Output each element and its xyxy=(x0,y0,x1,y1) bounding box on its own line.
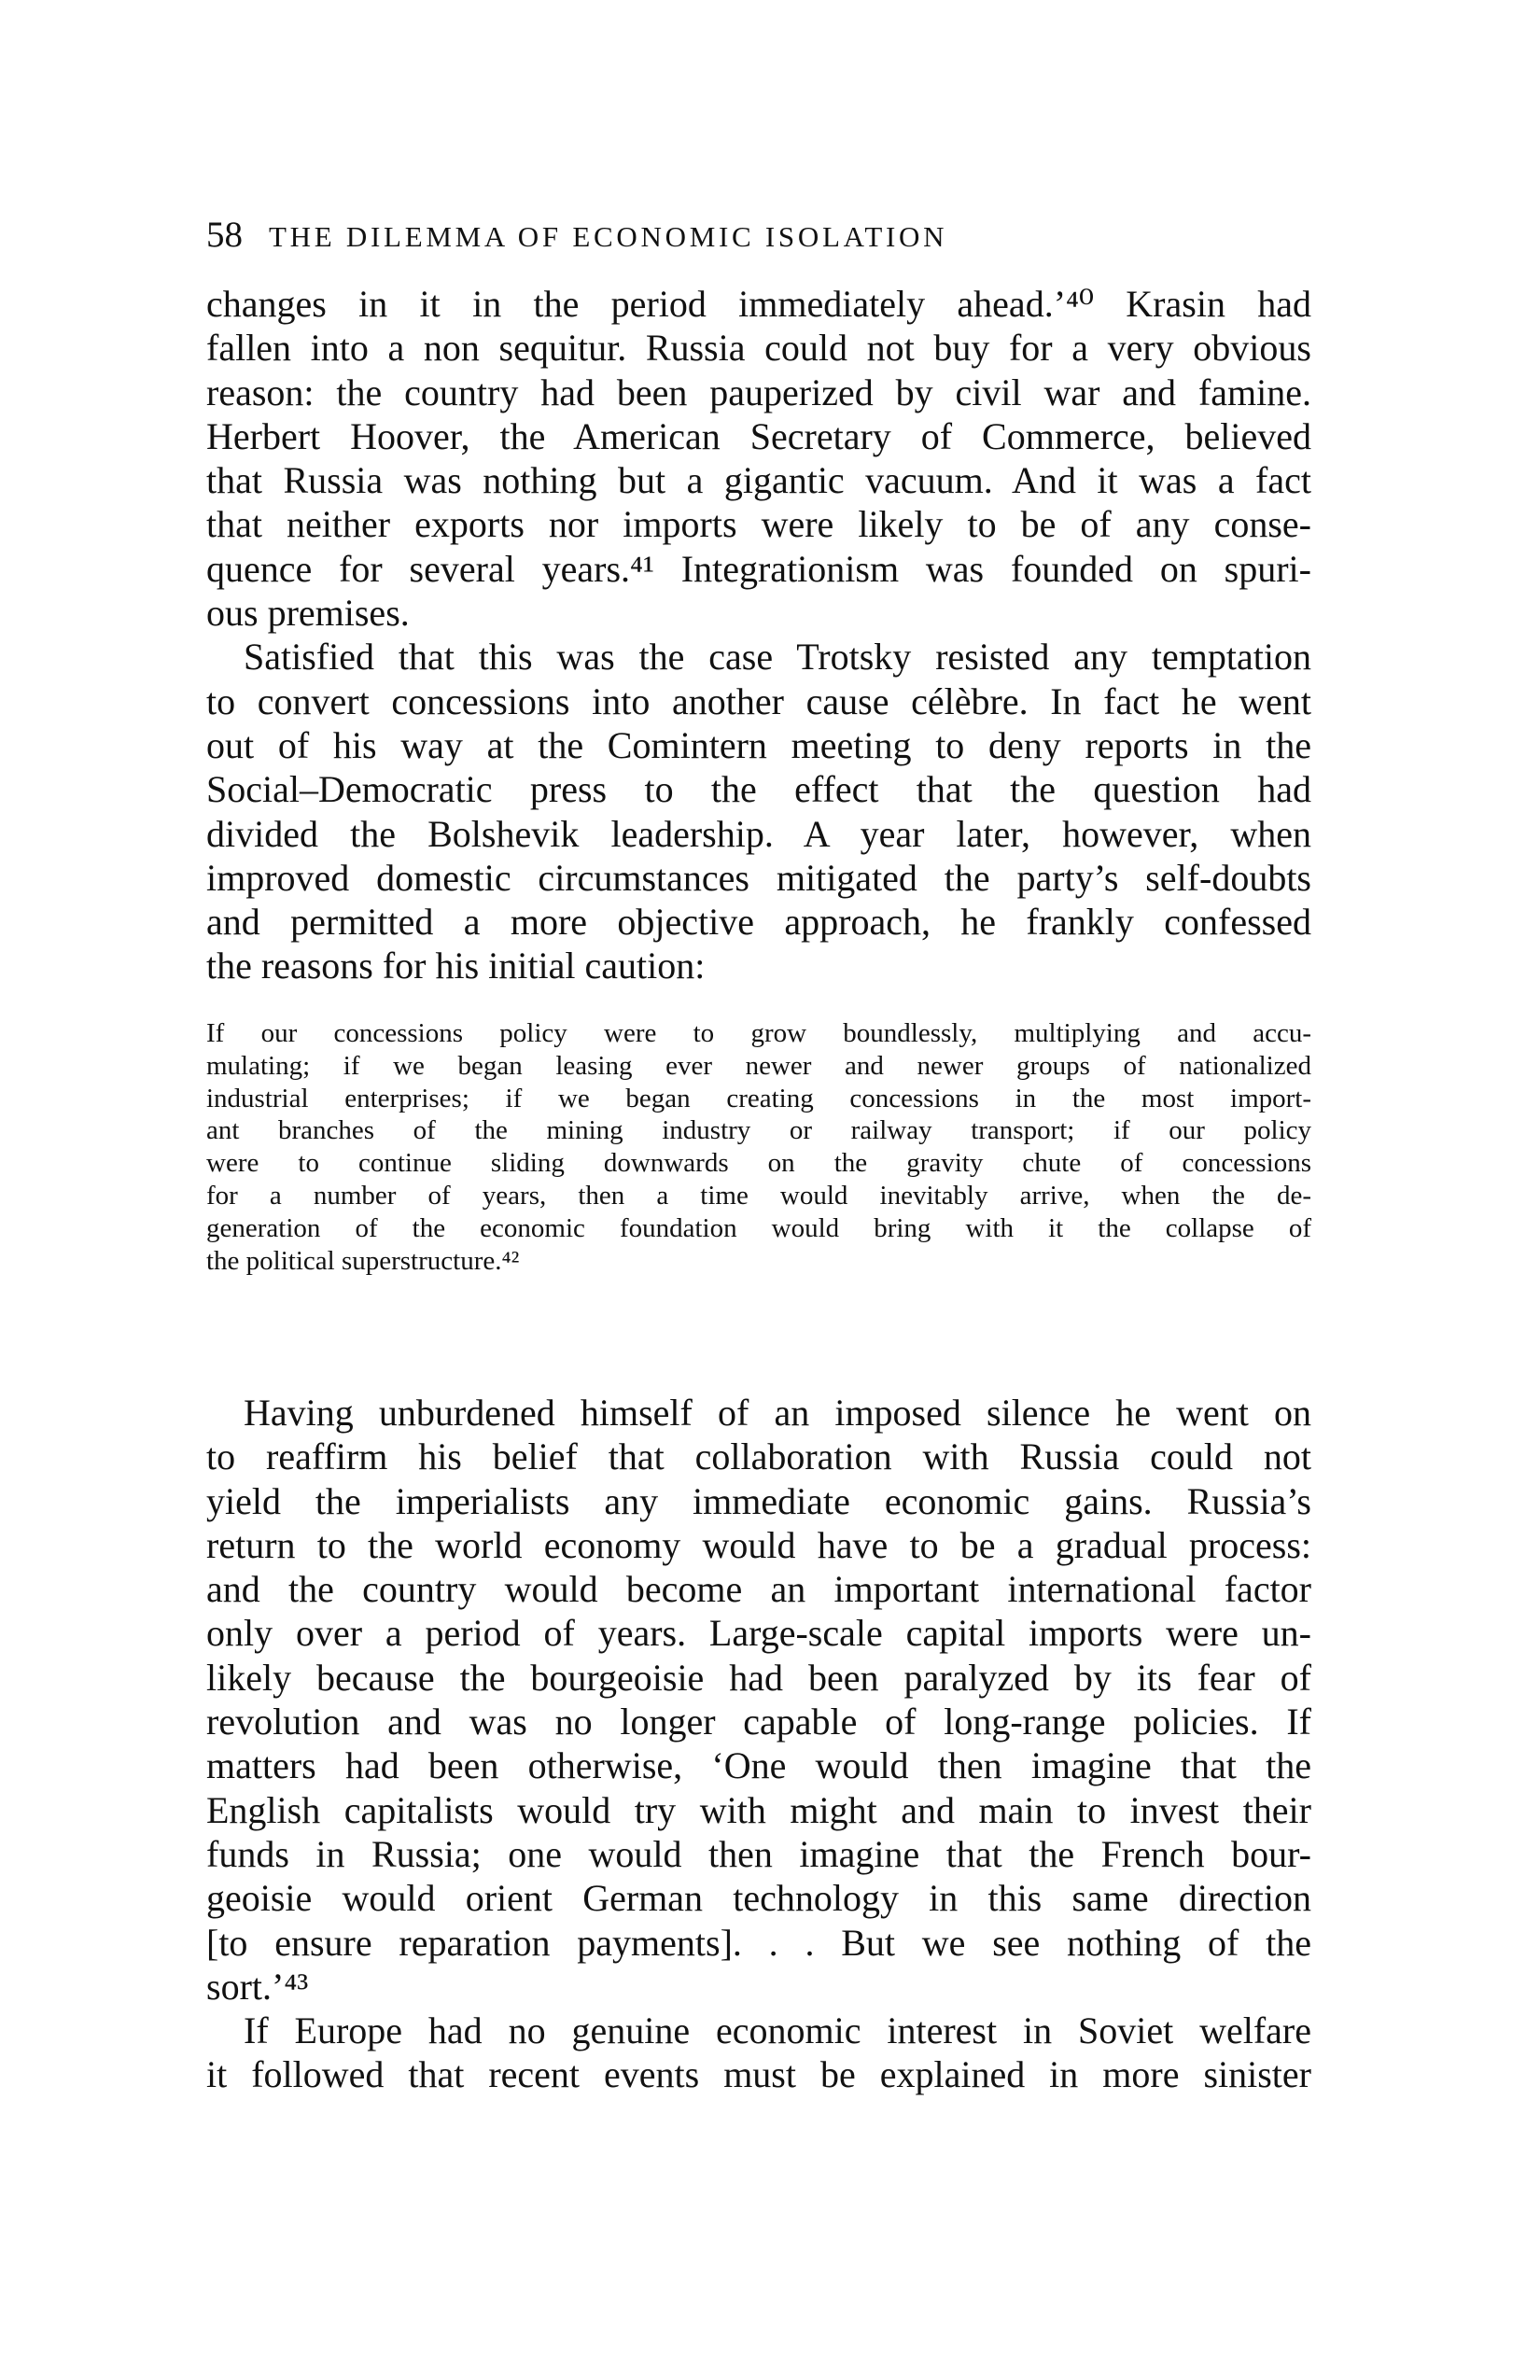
text-line: out of his way at the Comintern meeting to deny reports in the xyxy=(206,723,1311,766)
lower-body-text xyxy=(206,1391,1311,2097)
page-number: 58 xyxy=(206,215,243,255)
text-line: Social–Democratic press to the effect that the question had xyxy=(206,768,1311,811)
text-line: geoisie would orient German technology in this same direction xyxy=(206,1877,1311,1920)
text-line: revolution and was no longer capable of long-range policies. If xyxy=(206,1701,1311,1743)
text-line: changes in it in the period immediately ahead.’⁴⁰ Krasin had xyxy=(206,283,1311,325)
text-line: that neither exports nor imports were likely to be of any conse- xyxy=(206,503,1311,546)
text-line: to convert concessions into another cause célèbre. In fact he went xyxy=(206,679,1311,722)
text-line: return to the world economy would have to be a gradual process: xyxy=(206,1523,1311,1566)
quote-line: the political superstructure.⁴² xyxy=(206,1245,520,1276)
upper-body-text xyxy=(206,282,1311,988)
text-line: funds in Russia; one would then imagine that the French bour- xyxy=(206,1832,1311,1875)
paragraph-1 xyxy=(206,282,1311,635)
quote-line: If our concessions policy were to grow boundlessly, multiplying and accu- xyxy=(206,1018,1311,1048)
text-line: it followed that recent events must be explained in more sinister xyxy=(206,2053,1311,2096)
text-line: Satisfied that this was the case Trotsky resisted any temptation xyxy=(244,636,1311,679)
running-head xyxy=(206,217,1311,256)
text-line: Having unburdened himself of an imposed silence he went on xyxy=(244,1392,1311,1434)
paragraph-3 xyxy=(206,1391,1311,2009)
quote-line: industrial enterprises; if we began creating concessions in the most import- xyxy=(206,1083,1311,1113)
quote-line: mulating; if we began leasing ever newer and newer groups of nationalized xyxy=(206,1050,1311,1081)
text-line: likely because the bourgeoisie had been paralyzed by its fear of xyxy=(206,1656,1311,1699)
quote-line: ant branches of the mining industry or railway transport; if our policy xyxy=(206,1115,1311,1146)
text-line: Herbert Hoover, the American Secretary of Commerce, believed xyxy=(206,414,1311,457)
text-line: and the country would become an important international factor xyxy=(206,1568,1311,1611)
text-line: English capitalists would try with might and main to invest their xyxy=(206,1788,1311,1831)
text-line: quence for several years.⁴¹ Integrationism was founded on spuri- xyxy=(206,547,1311,590)
block-quote xyxy=(206,1017,1311,1277)
text-line: If Europe had no genuine economic interest in Soviet welfare xyxy=(244,2009,1311,2052)
text-line: divided the Bolshevik leadership. A year later, however, when xyxy=(206,812,1311,855)
paragraph-2 xyxy=(206,635,1311,987)
text-line: only over a period of years. Large-scale capital imports were un- xyxy=(206,1612,1311,1655)
text-line: that Russia was nothing but a gigantic vacuum. And it was a fact xyxy=(206,459,1311,502)
text-line: [to ensure reparation payments]. . . But we see nothing of the xyxy=(206,1921,1311,1964)
text-line: and permitted a more objective approach, he frankly confessed xyxy=(206,901,1311,944)
paragraph-4 xyxy=(206,2009,1311,2097)
text-line: matters had been otherwise, ‘One would then imagine that the xyxy=(206,1744,1311,1787)
quote-line: generation of the economic foundation would bring with it the collapse of xyxy=(206,1212,1311,1243)
quote-line: for a number of years, then a time would inevitably arrive, when the de- xyxy=(206,1180,1311,1211)
text-line: yield the imperialists any immediate economic gains. Russia’s xyxy=(206,1479,1311,1522)
quote-line: were to continue sliding downwards on the gravity chute of concessions xyxy=(206,1148,1311,1179)
text-line: ous premises. xyxy=(206,592,410,635)
text-line: reason: the country had been pauperized by civil war and famine. xyxy=(206,371,1311,413)
text-line: to reaffirm his belief that collaboration with Russia could not xyxy=(206,1435,1311,1478)
text-line: sort.’⁴³ xyxy=(206,1965,309,2008)
text-line: the reasons for his initial caution: xyxy=(206,945,706,987)
running-title: THE DILEMMA OF ECONOMIC ISOLATION xyxy=(269,220,948,253)
text-line: fallen into a non sequitur. Russia could not buy for a very obvious xyxy=(206,327,1311,370)
text-line: improved domestic circumstances mitigated the party’s self-doubts xyxy=(206,856,1311,899)
book-page xyxy=(206,0,1311,2380)
